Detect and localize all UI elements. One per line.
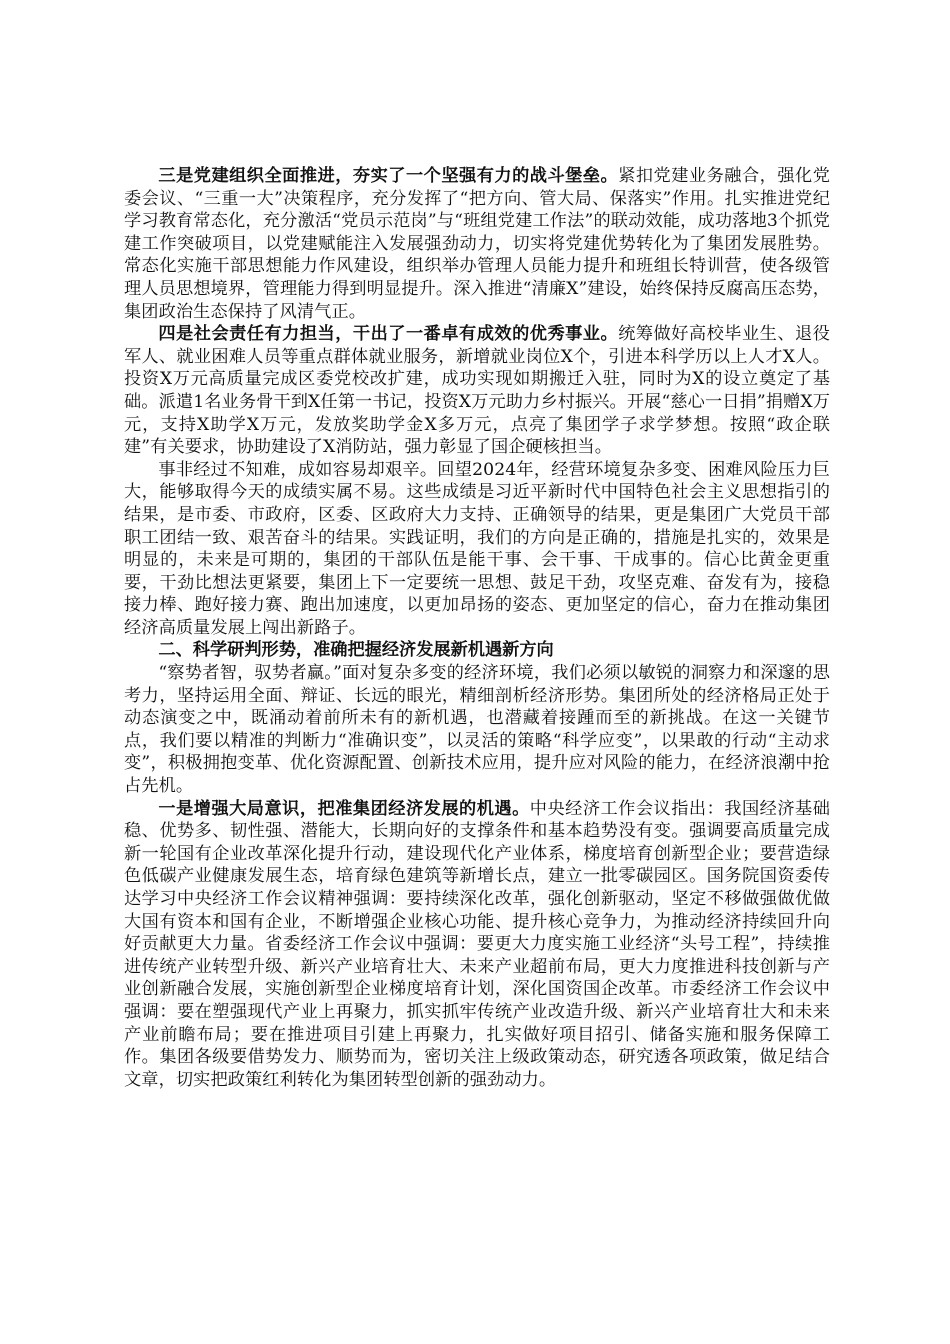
paragraph-body: 紧扣党建业务融合，强化党委会议、“三重一大”决策程序，充分发挥了“把方向、管大局、保落实”作用。扎实推进党纪学习教育常态化，充分激活“党员示范岗”与“班组党建工作法”的联动效能，成功落地3个抓党建工作突破项目，以党建赋能注入发展强劲动力，切实将党建优势转化为了集团发展胜势。常态化实施干部思想能力作风建设，组织举办管理人员能力提升和班组长特训营，使各级管理人员思想境界，管理能力得到明显提升。深入推进“清廉X”建设，始终保持反腐高压态势，集团政治生态保持了风清气正。	[124, 166, 831, 322]
paragraph-body: 中央经济工作会议指出：我国经济基础稳、优势多、韧性强、潜能大，长期向好的支撑条件和基本趋势没有变。强调要高质量完成新一轮国有企业改革深化提升行动，建设现代化产业体系，梯度培育创新型企业；要营造绿色低碳产业健康发展生态，培育绿色建筑等新增长点，建立一批零碳园区。国务院国资委传达学习中央经济工作会议精神强调：要持续深化改革，强化创新驱动，坚定不移做强做优做大国有资本和国有企业，不断增强企业核心功能、提升核心竞争力，为推动经济持续回升向好贡献更大力量。省委经济工作会议中强调：要更大力度实施工业经济“头号工程”，持续推进传统产业转型升级、新兴产业培育壮大、未来产业超前布局，更大力度推进科技创新与产业创新融合发展，实施创新型企业梯度培育计划，深化国资国企改革。市委经济工作会议中强调：要在塑强现代产业上再聚力，抓实抓牢传统产业改造升级、新兴产业培育壮大和未来产业前瞻布局；要在推进项目引建上再聚力，扎实做好项目招引、储备实施和服务保障工作。集团各级要借势发力、顺势而为，密切关注上级政策动态，研究透各项政策，做足结合文章，切实把政策红利转化为集团转型创新的强劲动力。	[124, 798, 830, 1090]
paragraph-lead: 一是增强大局意识，把准集团经济发展的机遇。	[158, 798, 530, 819]
paragraph-lead: 四是社会责任有力担当，干出了一番卓有成效的优秀事业。	[158, 324, 619, 345]
document-page	[124, 165, 830, 1091]
paragraph-overall-awareness	[124, 798, 830, 1092]
section-heading: 二、科学研判形势，准确把握经济发展新机遇新方向	[158, 640, 554, 661]
paragraph-lead: 三是党建组织全面推进，夯实了一个坚强有力的战斗堡垒。	[158, 166, 619, 186]
paragraph-social-responsibility	[124, 323, 830, 459]
paragraph-situation	[124, 662, 830, 798]
paragraph-body: 事非经过不知难，成如容易却艰辛。回望2024年，经营环境复杂多变、困难风险压力巨大，能够取得今天的成绩实属不易。这些成绩是习近平新时代中国特色社会主义思想指引的结果，是市委、市政府，区委、区政府大力支持、正确领导的结果，更是集团广大党员干部职工团结一致、艰苦奋斗的结果。实践证明，我们的方向是正确的，措施是扎实的，效果是明显的，未来是可期的，集团的干部队伍是能干事、会干事、干成事的。信心比黄金更重要，干劲比想法更紧要，集团上下一定要统一思想、鼓足干劲，攻坚克难、奋发有为，接稳接力棒、跑好接力赛、跑出加速度，以更加昂扬的姿态、更加坚定的信心，奋力在推动集团经济高质量发展上闯出新路子。	[124, 459, 830, 638]
paragraph-body: 统筹做好高校毕业生、退役军人、就业困难人员等重点群体就业服务，新增就业岗位X个，引进本科学历以上人才X人。投资X万元高质量完成区委党校改扩建，成功实现如期搬迁入驻，同时为X的设立奠定了基础。派遣1名业务骨干到X任第一书记，投资X万元助力乡村振兴。开展“慈心一日捐”捐赠X万元，支持X助学X万元，发放奖助学金X多万元，点亮了集团学子求学梦想。按照“政企联建”有关要求，协助建设了X消防站，强力彰显了国企硬核担当。	[124, 324, 831, 458]
paragraph-body: “察势者智，驭势者赢。”面对复杂多变的经济环境，我们必须以敏锐的洞察力和深邃的思考力，坚持运用全面、辩证、长远的眼光，精细剖析经济形势。集团所处的经济格局正处于动态演变之中，既涌动着前所未有的新机遇，也潜藏着接踵而至的新挑战。在这一关键节点，我们要以精准的判断力“准确识变”，以灵活的策略“科学应变”，以果敢的行动“主动求变”，积极拥抱变革、优化资源配置、创新技术应用，提升应对风险的能力，在经济浪潮中抢占先机。	[124, 663, 830, 797]
paragraph-summary	[124, 459, 830, 640]
paragraph-party-building	[124, 165, 830, 323]
